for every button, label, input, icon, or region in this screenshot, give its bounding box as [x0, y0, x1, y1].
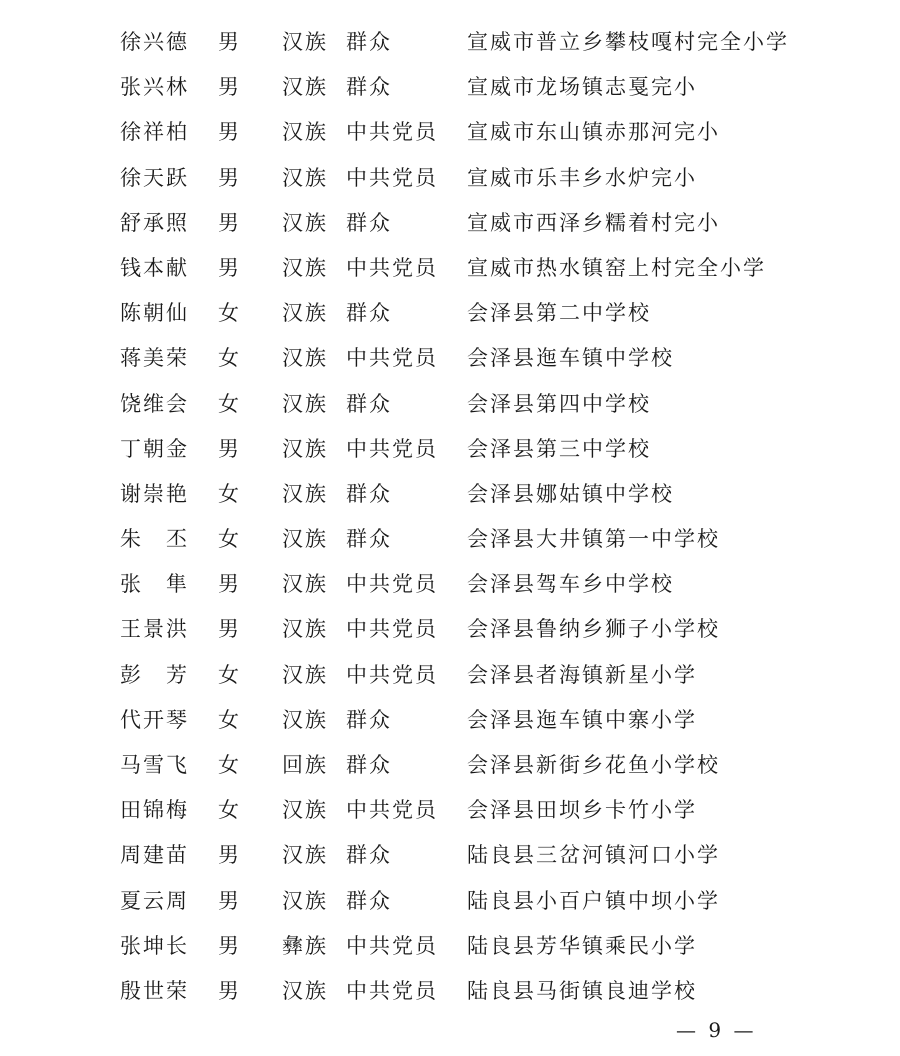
roster-row — [0, 969, 900, 1014]
person-gender: 男 — [218, 436, 241, 461]
roster-row — [0, 833, 900, 878]
person-ethnicity: 汉族 — [282, 572, 328, 597]
person-ethnicity: 汉族 — [282, 798, 328, 823]
roster-row — [0, 517, 900, 562]
person-ethnicity: 汉族 — [282, 120, 328, 145]
person-school: 会泽县大井镇第一中学校 — [467, 527, 720, 552]
person-school: 会泽县鲁纳乡狮子小学校 — [467, 617, 720, 642]
roster-row — [0, 743, 900, 788]
person-ethnicity: 汉族 — [282, 255, 328, 280]
person-name: 徐祥柏 — [120, 120, 189, 145]
person-name: 张兴林 — [120, 75, 189, 100]
person-school: 会泽县迤车镇中学校 — [467, 346, 674, 371]
person-ethnicity: 回族 — [282, 753, 328, 777]
person-ethnicity: 汉族 — [282, 436, 328, 461]
person-name: 夏云周 — [120, 888, 189, 913]
roster-row — [0, 65, 900, 110]
roster-row — [0, 291, 900, 336]
person-political-status: 群众 — [346, 301, 392, 326]
person-ethnicity: 彝族 — [282, 933, 328, 958]
person-gender: 女 — [218, 391, 241, 416]
person-gender: 男 — [218, 255, 241, 280]
person-school: 宣威市东山镇赤那河完小 — [467, 120, 720, 145]
person-school: 会泽县第三中学校 — [467, 436, 651, 461]
person-name: 徐兴德 — [120, 30, 189, 54]
person-political-status: 中共党员 — [346, 572, 438, 597]
person-ethnicity: 汉族 — [282, 978, 328, 1003]
person-gender: 女 — [218, 753, 241, 777]
person-political-status: 中共党员 — [346, 798, 438, 823]
person-political-status: 中共党员 — [346, 436, 438, 461]
person-political-status: 中共党员 — [346, 617, 438, 642]
person-school: 宣威市普立乡攀枝嘎村完全小学 — [467, 30, 789, 54]
person-gender: 男 — [218, 165, 241, 190]
person-ethnicity: 汉族 — [282, 707, 328, 732]
person-gender: 男 — [218, 572, 241, 597]
person-political-status: 中共党员 — [346, 978, 438, 1003]
person-name: 钱本献 — [120, 255, 189, 280]
person-school: 会泽县娜姑镇中学校 — [467, 481, 674, 506]
roster-row — [0, 562, 900, 607]
person-school: 会泽县第四中学校 — [467, 391, 651, 416]
person-school: 宣威市乐丰乡水炉完小 — [467, 165, 697, 190]
person-political-status: 群众 — [346, 75, 392, 100]
person-school: 陆良县芳华镇乘民小学 — [467, 933, 697, 958]
person-political-status: 中共党员 — [346, 662, 438, 687]
person-gender: 女 — [218, 481, 241, 506]
person-name: 张 隼 — [120, 572, 189, 597]
person-name: 饶维会 — [120, 391, 189, 416]
person-gender: 女 — [218, 798, 241, 823]
person-name: 代开琴 — [120, 707, 189, 732]
person-name: 张坤长 — [120, 933, 189, 958]
person-ethnicity: 汉族 — [282, 617, 328, 642]
person-school: 宣威市西泽乡糯着村完小 — [467, 210, 720, 235]
person-name: 陈朝仙 — [120, 301, 189, 326]
person-school: 陆良县马街镇良迪学校 — [467, 978, 697, 1003]
person-political-status: 群众 — [346, 210, 392, 235]
roster-row — [0, 110, 900, 155]
person-ethnicity: 汉族 — [282, 346, 328, 371]
roster-row — [0, 156, 900, 201]
person-name: 周建苗 — [120, 843, 189, 868]
person-ethnicity: 汉族 — [282, 527, 328, 552]
person-name: 舒承照 — [120, 210, 189, 235]
person-ethnicity: 汉族 — [282, 481, 328, 506]
person-ethnicity: 汉族 — [282, 301, 328, 326]
person-gender: 女 — [218, 346, 241, 371]
roster-row — [0, 879, 900, 924]
person-name: 田锦梅 — [120, 798, 189, 823]
person-name: 徐天跃 — [120, 165, 189, 190]
person-political-status: 群众 — [346, 753, 392, 777]
person-gender: 男 — [218, 210, 241, 235]
roster-row — [0, 788, 900, 833]
person-political-status: 群众 — [346, 707, 392, 732]
person-name: 丁朝金 — [120, 436, 189, 461]
person-gender: 男 — [218, 617, 241, 642]
person-school: 会泽县迤车镇中寨小学 — [467, 707, 697, 732]
roster-row — [0, 653, 900, 698]
person-political-status: 群众 — [346, 843, 392, 868]
person-ethnicity: 汉族 — [282, 843, 328, 868]
roster-row — [0, 246, 900, 291]
person-ethnicity: 汉族 — [282, 888, 328, 913]
roster-row — [0, 924, 900, 969]
person-school: 会泽县第二中学校 — [467, 301, 651, 326]
person-ethnicity: 汉族 — [282, 210, 328, 235]
roster-list — [0, 20, 900, 1014]
person-gender: 男 — [218, 75, 241, 100]
person-political-status: 群众 — [346, 527, 392, 552]
person-gender: 男 — [218, 843, 241, 868]
person-school: 陆良县小百户镇中坝小学 — [467, 888, 720, 913]
person-name: 谢崇艳 — [120, 481, 189, 506]
person-gender: 男 — [218, 933, 241, 958]
person-gender: 男 — [218, 888, 241, 913]
person-ethnicity: 汉族 — [282, 75, 328, 100]
person-gender: 女 — [218, 301, 241, 326]
person-gender: 男 — [218, 30, 241, 54]
person-school: 会泽县田坝乡卡竹小学 — [467, 798, 697, 823]
person-name: 王景洪 — [120, 617, 189, 642]
roster-row — [0, 472, 900, 517]
person-gender: 男 — [218, 120, 241, 145]
person-school: 会泽县者海镇新星小学 — [467, 662, 697, 687]
person-school: 陆良县三岔河镇河口小学 — [467, 843, 720, 868]
person-school: 宣威市热水镇窑上村完全小学 — [467, 255, 766, 280]
person-name: 朱 丕 — [120, 527, 189, 552]
person-political-status: 中共党员 — [346, 165, 438, 190]
roster-row — [0, 20, 900, 65]
person-gender: 男 — [218, 978, 241, 1003]
person-political-status: 群众 — [346, 30, 392, 54]
person-political-status: 群众 — [346, 391, 392, 416]
person-school: 会泽县驾车乡中学校 — [467, 572, 674, 597]
person-ethnicity: 汉族 — [282, 391, 328, 416]
person-political-status: 中共党员 — [346, 120, 438, 145]
roster-row — [0, 607, 900, 652]
person-political-status: 群众 — [346, 481, 392, 506]
person-name: 蒋美荣 — [120, 346, 189, 371]
person-ethnicity: 汉族 — [282, 30, 328, 54]
page-number: — 9 — — [676, 1018, 757, 1042]
person-school: 会泽县新街乡花鱼小学校 — [467, 753, 720, 777]
person-gender: 女 — [218, 527, 241, 552]
person-political-status: 群众 — [346, 888, 392, 913]
person-name: 马雪飞 — [120, 753, 189, 777]
person-political-status: 中共党员 — [346, 346, 438, 371]
roster-row — [0, 698, 900, 743]
roster-row — [0, 336, 900, 381]
person-ethnicity: 汉族 — [282, 165, 328, 190]
person-ethnicity: 汉族 — [282, 662, 328, 687]
person-gender: 女 — [218, 662, 241, 687]
person-name: 殷世荣 — [120, 978, 189, 1003]
roster-row — [0, 427, 900, 472]
person-political-status: 中共党员 — [346, 255, 438, 280]
roster-row — [0, 382, 900, 427]
person-school: 宣威市龙场镇志戛完小 — [467, 75, 697, 100]
roster-row — [0, 201, 900, 246]
person-gender: 女 — [218, 707, 241, 732]
person-name: 彭 芳 — [120, 662, 189, 687]
person-political-status: 中共党员 — [346, 933, 438, 958]
